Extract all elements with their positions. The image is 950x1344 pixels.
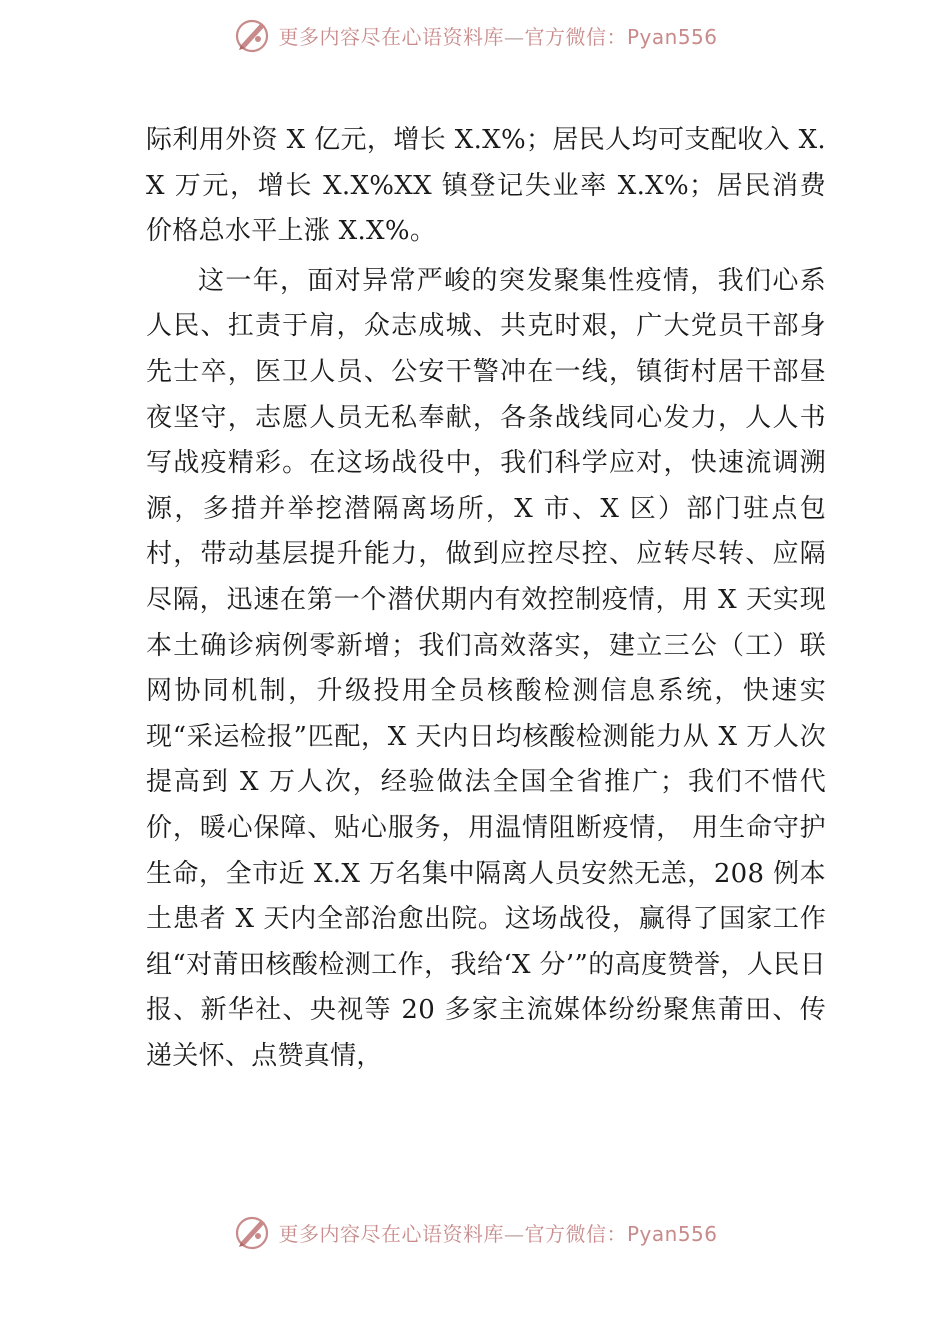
watermark-wechat-id: Pyan556 — [626, 24, 718, 49]
paragraph: 际利用外资 X 亿元，增长 X.X%；居民人均可支配收入 X.X 万元，增长 X.X%XX 镇登记失业率 X.X%；居民消费价格总水平上涨 X.X%。 — [146, 125, 826, 247]
watermark-text — [278, 1218, 717, 1247]
watermark-wechat-label: 官方微信： — [524, 1221, 627, 1246]
watermark-separator: — — [503, 1221, 525, 1246]
watermark-text — [278, 21, 717, 50]
document-body — [146, 118, 826, 1079]
watermark-wechat-label: 官方微信： — [524, 24, 627, 49]
pen-in-circle-icon — [232, 15, 272, 55]
watermark-separator: — — [503, 24, 525, 49]
watermark-site-name: 更多内容尽在心语资料库 — [278, 1221, 504, 1246]
paragraph: 这一年，面对异常严峻的突发聚集性疫情，我们心系人民、扛责于肩，众志成城、共克时艰，广大党员干部身先士卒，医卫人员、公安干警冲在一线，镇街村居干部昼夜坚守，志愿人员无私奉献，各条战线同心发力，人人书写战疫精彩。在这场战役中，我们科学应对，快速流调溯源，多措并举挖潜隔离场所，X 市、X 区）部门驻点包村，带动基层提升能力，做到应控尽控、应转尽转、应隔尽隔，迅速在第一个潜伏期内有效控制疫情，用 X 天实现本土确诊病例零新增；我们高效落实，建立三公（工）联网协同机制，升级投用全员核酸检测信息系统，快速实现“采运检报”匹配，X 天内日均核酸检测能力从 X 万人次提高到 X 万人次，经验做法全国全省推广；我们不惜代价，暖心保障、贴心服务，用温情阻断疫情， 用生命守护生命，全市近 X.X 万名集中隔离人员安然无恙，208 例本土患者 X 天内全部治愈出院。这场战役，赢得了国家工作组“对莆田核酸检测工作，我给‘X 分’”的高度赞誉，人民日报、新华社、央视等 20 多家主流媒体纷纷聚焦莆田、传递关怀、点赞真情， — [146, 265, 826, 1071]
watermark-wechat-id: Pyan556 — [626, 1221, 718, 1246]
watermark-site-name: 更多内容尽在心语资料库 — [278, 24, 504, 49]
header-watermark-banner — [0, 15, 950, 55]
footer-watermark-banner — [0, 1212, 950, 1252]
pen-in-circle-icon — [232, 1212, 272, 1252]
